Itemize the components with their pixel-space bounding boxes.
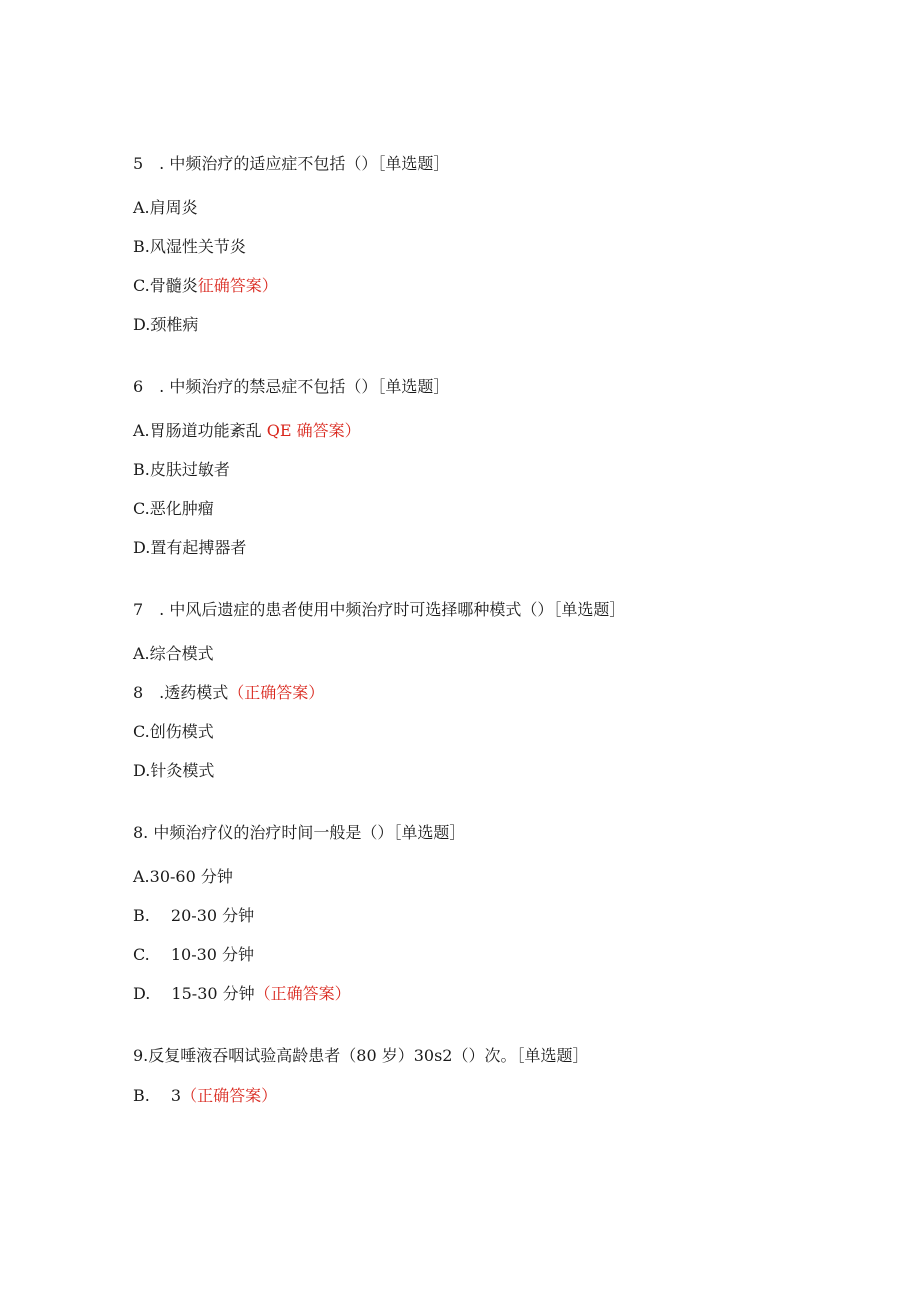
question-8-option-c: C. 10-30 分钟 xyxy=(133,945,255,964)
question-7-option-c: C.创伤模式 xyxy=(133,722,214,741)
answer-mark: QE 确答案） xyxy=(266,421,361,440)
question-6-option-a: A.胃肠道功能紊乱 QE 确答案） xyxy=(133,421,361,440)
question-8-option-a: A.30-60 分钟 xyxy=(133,867,233,886)
question-6-stem: 6 . 中频治疗的禁忌症不包括（）［单选题］ xyxy=(133,377,450,396)
answer-mark: （正确答案） xyxy=(181,1086,278,1105)
question-6-option-c: C.恶化肿瘤 xyxy=(133,499,214,518)
question-8-option-b: B. 20-30 分钟 xyxy=(133,906,255,925)
question-5-option-d: D.颈椎病 xyxy=(133,315,199,334)
question-7-option-a: A.综合模式 xyxy=(133,644,214,663)
question-5-stem: 5 . 中频治疗的适应症不包括（）［单选题］ xyxy=(133,154,450,173)
question-7-option-b: 8 .透药模式（正确答案） xyxy=(133,683,325,702)
question-7-option-d: D.针灸模式 xyxy=(133,761,215,780)
question-5-option-b: B.风湿性关节炎 xyxy=(133,237,246,256)
question-8-stem: 8. 中频治疗仪的治疗时间一般是（）［单选题］ xyxy=(133,823,466,842)
question-9-option-b: B. 3（正确答案） xyxy=(133,1086,278,1105)
question-8-option-d: D. 15-30 分钟（正确答案） xyxy=(133,984,351,1003)
question-5-option-c: C.骨髓炎征确答案） xyxy=(133,276,278,295)
question-5-option-a: A.肩周炎 xyxy=(133,198,198,217)
answer-mark: （正确答案） xyxy=(228,683,325,702)
question-6-option-d: D.置有起搏器者 xyxy=(133,538,247,557)
answer-mark: 征确答案） xyxy=(197,276,278,295)
question-6-option-b: B.皮肤过敏者 xyxy=(133,460,230,479)
question-7-stem: 7 . 中风后遗症的患者使用中频治疗时可选择哪种模式（）［单选题］ xyxy=(133,600,626,619)
question-9-stem: 9.反复唾液吞咽试验高龄患者（80 岁）30s2（）次。［单选题］ xyxy=(133,1046,589,1065)
answer-mark: （正确答案） xyxy=(254,984,351,1003)
